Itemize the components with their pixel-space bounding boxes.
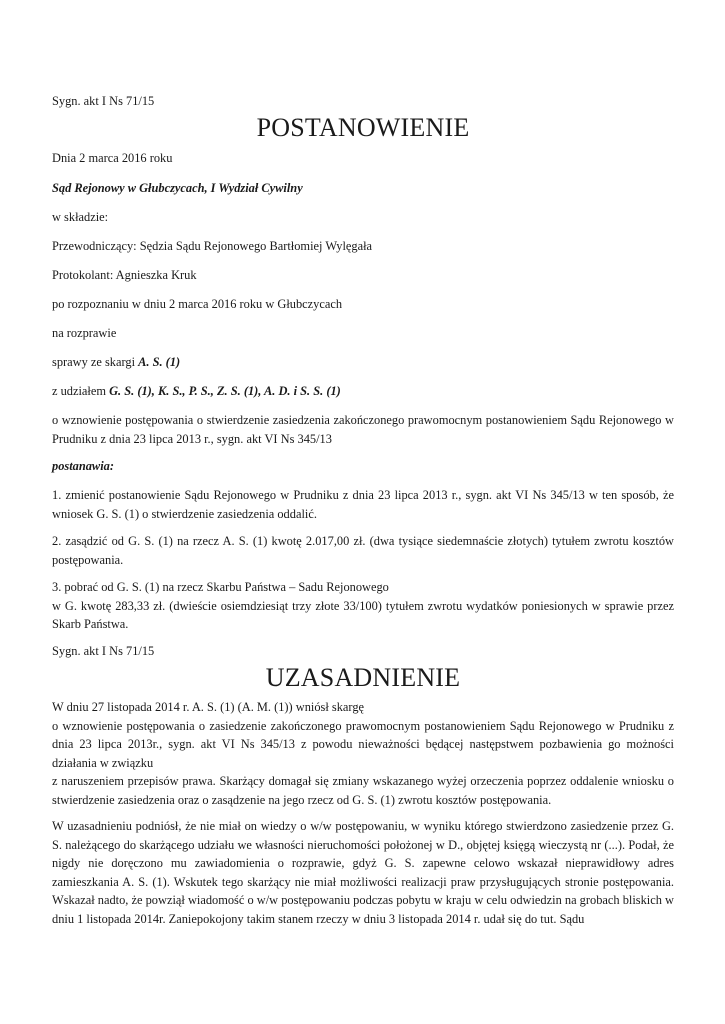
hearing-type: na rozprawie	[52, 326, 117, 340]
ruling-item-3-line-1: 3. pobrać od G. S. (1) na rzecz Skarbu Państwa – Sadu Rejonowego	[52, 580, 389, 594]
complaint-prefix: sprawy ze skargi	[52, 355, 139, 369]
ruling-label: postanawia:	[52, 459, 114, 473]
justification-line-3: z naruszeniem przepisów prawa. Skarżący domagał się zmiany wskazanego wyżej orzeczenia poprzez oddalenie wniosku o stwierdzenie zasiedzenia oraz o zasądzenie na jego rzecz od G. S. (1) zwrotu kosztów postępowania.	[52, 774, 674, 807]
participants-names: G. S. (1), K. S., P. S., Z. S. (1), A. D. i S. S. (1)	[109, 384, 341, 398]
decision-date: Dnia 2 marca 2016 roku	[52, 151, 173, 165]
ruling-item-3-line-2: w G. kwotę 283,33 zł. (dwieście osiemdziesiąt trzy złote 33/100) tytułem zwrotu wydatków poniesionych w sprawie przez Skarb Państwa.	[52, 598, 674, 631]
hearing-info: po rozpoznaniu w dniu 2 marca 2016 roku w Głubczycach	[52, 297, 343, 311]
case-reference: Sygn. akt I Ns 71/15	[52, 94, 155, 108]
participants-prefix: z udziałem	[52, 384, 110, 398]
composition-label: w składzie:	[52, 210, 109, 224]
complaint-party: A. S. (1)	[138, 355, 181, 369]
court-clerk: Protokolant: Agnieszka Kruk	[52, 268, 197, 282]
case-reference-2: Sygn. akt I Ns 71/15	[52, 644, 155, 658]
participants-line	[52, 383, 341, 400]
ruling-item-2: 2. zasądzić od G. S. (1) na rzecz A. S. (1) kwotę 2.017,00 zł. (dwa tysiące siedemnaście złotych) tytułem zwrotu kosztów postępowania.	[52, 534, 674, 567]
presiding-judge: Przewodniczący: Sędzia Sądu Rejonowego Bartłomiej Wylęgała	[52, 239, 373, 253]
justification-line-1: W dniu 27 listopada 2014 r. A. S. (1) (A. M. (1)) wniósł skargę	[52, 700, 365, 714]
justification-title: UZASADNIENIE	[265, 663, 461, 692]
justification-line-2: o wznowienie postępowania o zasiedzenie zakończonego prawomocnym postanowieniem Sądu Rejonowego w Prudniku z dnia 23 lipca 2013r., sygn. akt VI Ns 345/13 z powodu nieważności będącej następstwem pozbawienia go możności działania w związku	[52, 718, 674, 770]
justification-paragraph-1	[52, 698, 674, 809]
justification-paragraph-2: W uzasadnieniu podniósł, że nie miał on wiedzy o w/w postępowaniu, w wyniku którego stwierdzono zasiedzenie przez G. S. należącego do skarżącego udziału we własności nieruchomości położonej w D., objętej księgą wieczystą nr (...). Podał, że nigdy nie doręczono mu zawiadomienia o rozprawie, gdyż G. S. zapewne celowo wskazał nieprawidłowy adres zamieszkania A. S. (1). Wskutek tego skarżący nie miał możliwości realizacji praw przysługujących stronie postępowania. Wskazał nadto, że powziął wiadomość o w/w postępowaniu podczas pobytu w kraju w celu odwiedzin na grobach bliskich w dniu 1 listopada 2014r. Zaniepokojony takim stanem rzeczy w dniu 3 listopada 2014 r. udał się do tut. Sądu	[52, 819, 674, 926]
ruling-item-3	[52, 578, 674, 634]
ruling-item-1: 1. zmienić postanowienie Sądu Rejonowego w Prudniku z dnia 23 lipca 2013 r., sygn. akt VI Ns 345/13 w ten sposób, że wniosek G. S. (1) o stwierdzenie zasiedzenia oddalić.	[52, 488, 674, 521]
complaint-line	[52, 354, 180, 371]
case-subject: o wznowienie postępowania o stwierdzenie zasiedzenia zakończonego prawomocnym postanowieniem Sądu Rejonowego w Prudniku z dnia 23 lipca 2013 r., sygn. akt VI Ns 345/13	[52, 413, 674, 446]
court-name: Sąd Rejonowy w Głubczycach, I Wydział Cywilny	[52, 181, 303, 195]
document-title: POSTANOWIENIE	[256, 113, 470, 142]
